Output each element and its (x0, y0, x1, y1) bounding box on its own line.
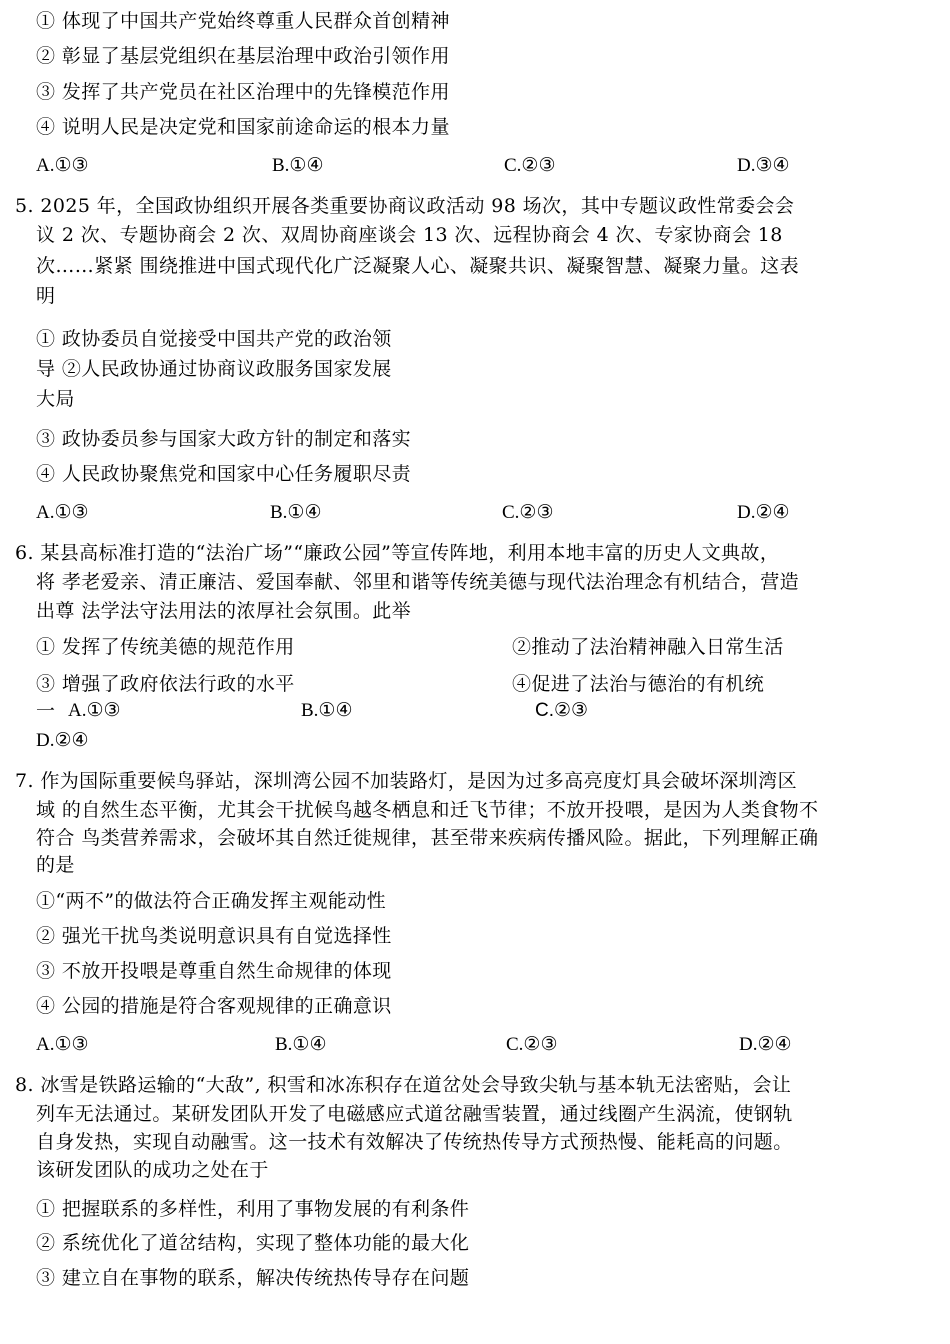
q7-stem-line-4: 的是 (36, 854, 75, 876)
q7-choice-b: B.①④ (275, 1034, 327, 1055)
q8-statement-3: ③ 建立自在事物的联系，解决传统热传导存在问题 (36, 1267, 470, 1289)
q8-statement-1: ① 把握联系的多样性，利用了事物发展的有利条件 (36, 1198, 470, 1220)
q4-statement-3: ③ 发挥了共产党员在社区治理中的先锋模范作用 (36, 81, 450, 103)
q7-choice-d: D.②④ (739, 1034, 792, 1055)
q7-stem-line-3: 符合 鸟类营养需求，会破坏其自然迁徙规律，甚至带来疾病传播风险。据此，下列理解正确 (36, 827, 819, 849)
q8-stem-line-4: 该研发团队的成功之处在于 (36, 1159, 269, 1181)
q6-choice-d: D.②④ (36, 730, 89, 751)
q5-stem-line-4: 明 (36, 285, 56, 307)
q6-choice-c: C.②③ (535, 700, 589, 721)
q5-choice-c: C.②③ (502, 502, 554, 523)
q5-statement-1-cont: 导 ②人民政协通过协商议政服务国家发展 (36, 358, 392, 380)
q5-choice-d: D.②④ (737, 502, 790, 523)
q8-statement-2: ② 系统优化了道岔结构，实现了整体功能的最大化 (36, 1232, 470, 1254)
q5-stem-line-2: 议 2 次、专题协商会 2 次、双周协商座谈会 13 次、远程协商会 4 次、专家协商会 18 (36, 224, 783, 246)
q5-choice-a: A.①③ (36, 502, 89, 523)
q6-statement-1: ① 发挥了传统美德的规范作用 (36, 636, 295, 658)
q6-choice-a: A.①③ (68, 700, 121, 721)
q7-statement-2: ② 强光干扰鸟类说明意识具有自觉选择性 (36, 925, 392, 947)
q4-choice-a: A.①③ (36, 155, 89, 176)
q4-statement-4: ④ 说明人民是决定党和国家前途命运的根本力量 (36, 116, 450, 138)
q8-stem-line-3: 自身发热，实现自动融雪。这一技术有效解决了传统热传导方式预热慢、能耗高的问题。 (36, 1131, 793, 1153)
q8-stem-line-1: 8. 冰雪是铁路运输的“大敌”, 积雪和冰冻积存在道岔处会导致尖轨与基本轨无法密贴，会让 (15, 1074, 792, 1096)
q7-choice-c: C.②③ (506, 1034, 558, 1055)
q7-stem-line-2: 域 的自然生态平衡，尤其会干扰候鸟越冬栖息和迁飞节律；不放开投喂，是因为人类食物不 (36, 799, 819, 821)
q5-stem-line-1: 5. 2025 年，全国政协组织开展各类重要协商议政活动 98 场次，其中专题议政性常委会会 (15, 195, 795, 217)
q7-statement-1: ①“两不”的做法符合正确发挥主观能动性 (36, 890, 387, 912)
q5-choice-b: B.①④ (270, 502, 322, 523)
q5-statement-2-cont: 大局 (36, 388, 75, 410)
q6-statement-3: ③ 增强了政府依法行政的水平 (36, 673, 295, 695)
q6-stem-line-1: 6. 某县高标准打造的“法治广场”“廉政公园”等宣传阵地，利用本地丰富的历史人文典故， (15, 542, 780, 564)
q5-stem-line-3: 次……紧紧 围绕推进中国式现代化广泛凝聚人心、凝聚共识、凝聚智慧、凝聚力量。这表 (36, 255, 800, 277)
q4-choice-d: D.③④ (737, 155, 790, 176)
q6-statement-2: ②推动了法治精神融入日常生活 (512, 636, 784, 658)
q4-choice-c: C.②③ (504, 155, 556, 176)
q4-statement-1: ① 体现了中国共产党始终尊重人民群众首创精神 (36, 10, 450, 32)
q7-choice-a: A.①③ (36, 1034, 89, 1055)
q5-statement-1: ① 政协委员自觉接受中国共产党的政治领 (36, 328, 392, 350)
q6-stem-line-2: 将 孝老爱亲、清正廉洁、爱国奉献、邻里和谐等传统美德与现代法治理念有机结合，营造 (36, 571, 800, 593)
q5-statement-4: ④ 人民政协聚焦党和国家中心任务履职尽责 (36, 463, 412, 485)
q6-choice-b: B.①④ (301, 700, 353, 721)
q6-statement-4-tail: 一 (36, 700, 56, 722)
q4-choice-b: B.①④ (272, 155, 324, 176)
q6-statement-4: ④促进了法治与德治的有机统 (512, 673, 765, 695)
q7-statement-3: ③ 不放开投喂是尊重自然生命规律的体现 (36, 960, 392, 982)
q5-statement-3: ③ 政协委员参与国家大政方针的制定和落实 (36, 428, 412, 450)
q4-statement-2: ② 彰显了基层党组织在基层治理中政治引领作用 (36, 45, 450, 67)
q8-stem-line-2: 列车无法通过。某研发团队开发了电磁感应式道岔融雪装置，通过线圈产生涡流，使钢轨 (36, 1103, 793, 1125)
q6-stem-line-3: 出尊 法学法守法用法的浓厚社会氛围。此举 (36, 600, 412, 622)
q7-statement-4: ④ 公园的措施是符合客观规律的正确意识 (36, 995, 392, 1017)
q7-stem-line-1: 7. 作为国际重要候鸟驿站，深圳湾公园不加装路灯，是因为过多高亮度灯具会破坏深圳湾区 (15, 770, 797, 792)
